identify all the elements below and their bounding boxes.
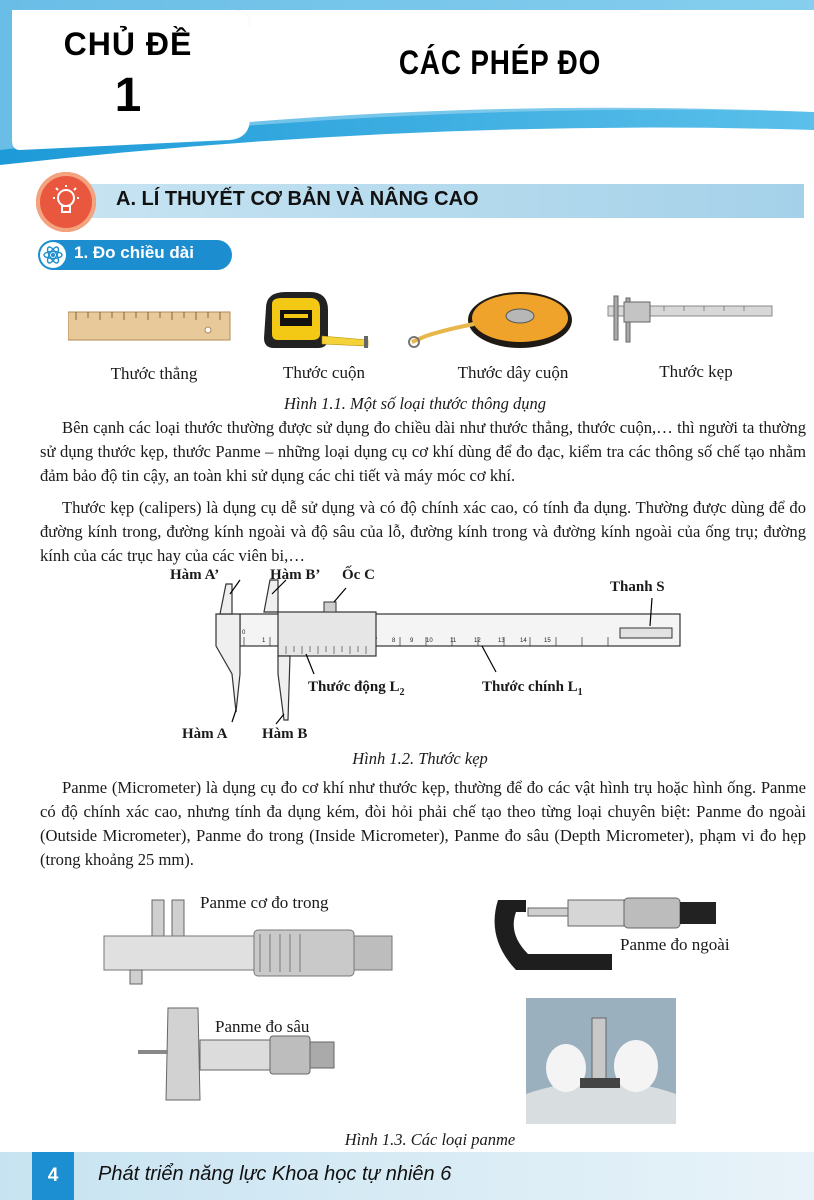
reel-tape-caption: Thước dây cuộn: [457, 363, 569, 382]
paragraph-2: Thước kẹp (calipers) là dụng cụ dễ sử dụng và có độ chính xác cao, có tính đa dụng. Thường được dùng để đo đường kính trong, đường kính ngoài và độ sâu của lỗ, đường kính trong và đường kính ngoài của ống trụ; đường kính của các trục hay của các viên bi,…: [40, 498, 806, 565]
scale-number-11: 11: [450, 638, 457, 644]
label-vernier-sub: 2: [399, 687, 405, 698]
label-vernier-text: Thước động L: [308, 679, 400, 695]
label-main-scale-sub: 1: [577, 687, 583, 698]
section-a-title: A. LÍ THUYẾT CƠ BẢN VÀ NÂNG CAO: [116, 188, 479, 210]
scale-number-0: 0: [242, 630, 246, 636]
figure-1-2-caption: Hình 1.2. Thước kẹp: [352, 749, 488, 768]
scale-number-10: 10: [426, 638, 433, 644]
scale-number-12: 12: [474, 638, 481, 644]
body-text-1: [40, 416, 806, 568]
label-depth-micrometer: Panme đo sâu: [215, 1017, 310, 1036]
figure-1-3-caption: Hình 1.3. Các loại panme: [344, 1130, 516, 1149]
label-screw-c: Ốc C: [342, 567, 375, 583]
label-jaw-a: Hàm A: [182, 726, 228, 742]
label-outside-micrometer: Panme đo ngoài: [620, 935, 730, 954]
label-vernier: [308, 679, 405, 698]
tape-measure-image: [256, 286, 374, 356]
paragraph-1: Bên cạnh các loại thước thường được sử dụng đo chiều dài như thước thẳng, thước cuộn,… thì người ta thường sử dụng thước kẹp, thước Panme – những loại dụng cụ cơ khí dùng để đo đạc, kiểm tra các thông số chế tạo nhằm đảm bảo độ tin cậy, an toàn khi sử dụng các chi tiết và máy móc cơ khí.: [40, 418, 806, 485]
body-text-2: [40, 776, 806, 872]
label-jaw-b: Hàm B: [262, 726, 308, 742]
book-title: Phát triển năng lực Khoa học tự nhiên 6: [98, 1163, 452, 1185]
label-main-scale-text: Thước chính L: [482, 679, 578, 695]
scale-number-1: 1: [262, 638, 266, 644]
page-title: CÁC PHÉP ĐO: [398, 44, 602, 82]
caliper-caption: Thước kẹp: [659, 362, 733, 381]
label-inside-micrometer: Panme cơ đo trong: [200, 893, 329, 912]
scale-number-8: 8: [392, 638, 396, 644]
subsection-title: 1. Đo chiều dài: [74, 243, 194, 262]
scale-number-13: 13: [498, 638, 505, 644]
paragraph-3: Panme (Micrometer) là dụng cụ đo cơ khí như thước kẹp, thường để đo các vật hình trụ hoặc hình ống. Panme có độ chính xác cao, nhưng tính đa dụng kém, đòi hỏi phải chế tạo theo từng loại chuyên biệt: Panme đo ngoài (Outside Micrometer), Panme đo trong (Inside Micrometer), Panme đo sâu (Depth Micrometer), phạm vi đo hẹp (trong khoảng 25 mm).: [40, 778, 806, 869]
label-main-scale: [482, 679, 583, 698]
scale-number-9: 9: [410, 638, 414, 644]
label-jaw-b-prime: Hàm B’: [270, 567, 321, 583]
tape-caption: Thước cuộn: [283, 363, 365, 382]
ruler-caption: Thước thẳng: [110, 364, 198, 383]
lightbulb-icon: [50, 184, 82, 220]
label-jaw-a-prime: Hàm A’: [170, 567, 220, 583]
micrometer-photo: [526, 998, 676, 1124]
ruler-image: [68, 310, 232, 344]
atom-icon: [40, 242, 66, 268]
scale-number-15: 15: [544, 638, 551, 644]
topic-number: 1: [114, 69, 142, 122]
topic-label: CHỦ ĐỀ: [63, 26, 193, 62]
caliper-small-image: [604, 292, 776, 346]
figure-1-1-caption: Hình 1.1. Một số loại thước thông dụng: [283, 394, 547, 413]
label-bar-s: Thanh S: [610, 579, 665, 595]
reel-tape-image: [404, 290, 576, 354]
scale-number-14: 14: [520, 638, 527, 644]
page-number: 4: [32, 1152, 74, 1200]
